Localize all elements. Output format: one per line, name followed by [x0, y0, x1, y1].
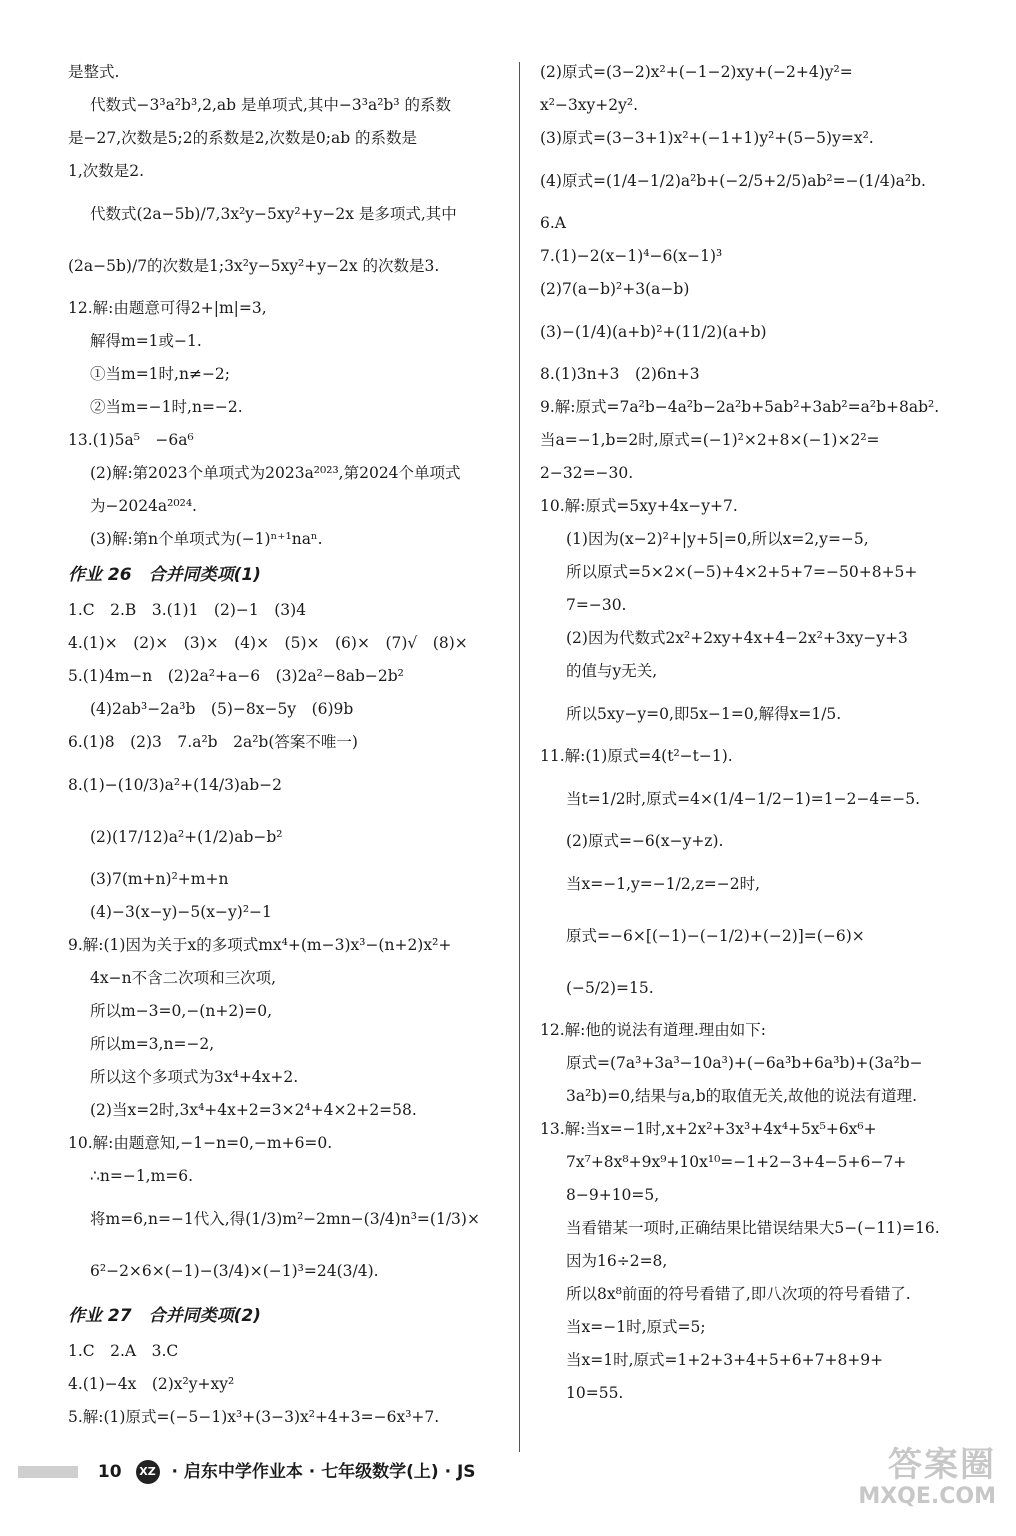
watermark: [806, 1446, 996, 1516]
text-line: 12.解:他的说法有道理.理由如下:: [540, 1021, 767, 1039]
text-line: (3)−(1/4)(a+b)²+(11/2)(a+b): [540, 323, 767, 341]
text-line: (2)原式=(3−2)x²+(−1−2)xy+(−2+4)y²=: [540, 63, 853, 81]
watermark-url: MXQE.COM: [858, 1484, 996, 1509]
text-line: (2)(17/12)a²+(1/2)ab−b²: [90, 828, 283, 846]
text-line: 2−32=−30.: [540, 464, 634, 482]
text-line: 10=55.: [566, 1384, 624, 1402]
text-line: 为−2024a²⁰²⁴.: [90, 497, 197, 515]
text-line: 5.解:(1)原式=(−5−1)x³+(3−3)x²+4+3=−6x³+7.: [68, 1408, 440, 1426]
text-line: 13.解:当x=−1时,x+2x²+3x³+4x⁴+5x⁵+6x⁶+: [540, 1120, 877, 1138]
text-line: 1.C 2.B 3.(1)1 (2)−1 (3)4: [68, 601, 307, 619]
text-line: x²−3xy+2y².: [540, 96, 639, 114]
text-line: 当x=1时,原式=1+2+3+4+5+6+7+8+9+: [566, 1351, 884, 1369]
text-line: (2)因为代数式2x²+2xy+4x+4−2x²+3xy−y+3: [566, 629, 908, 647]
text-line: 的值与y无关,: [566, 662, 658, 680]
text-line: (3)原式=(3−3+1)x²+(−1+1)y²+(5−5)y=x².: [540, 129, 874, 147]
text-line: 代数式(2a−5b)/7,3x²y−5xy²+y−2x 是多项式,其中: [90, 205, 457, 223]
text-line: (3)解:第n个单项式为(−1)ⁿ⁺¹naⁿ.: [90, 530, 323, 548]
text-line: 7=−30.: [566, 596, 627, 614]
text-line: 8.(1)−(10/3)a²+(14/3)ab−2: [68, 776, 282, 794]
text-line: 9.解:(1)因为关于x的多项式mx⁴+(m−3)x³−(n+2)x²+: [68, 936, 452, 954]
text-line: (2)7(a−b)²+3(a−b): [540, 280, 690, 298]
section-heading: 作业 27 合并同类项(2): [68, 1306, 261, 1326]
text-line: 8−9+10=5,: [566, 1186, 660, 1204]
text-line: 10.解:由题意知,−1−n=0,−m+6=0.: [68, 1134, 333, 1152]
text-line: (2)解:第2023个单项式为2023a²⁰²³,第2024个单项式: [90, 464, 461, 482]
text-line: 7x⁷+8x⁸+9x⁹+10x¹⁰=−1+2−3+4−5+6−7+: [566, 1153, 907, 1171]
text-line: 所以8x⁸前面的符号看错了,即八次项的符号看错了.: [566, 1285, 911, 1303]
text-line: 当x=−1,y=−1/2,z=−2时,: [566, 875, 761, 893]
text-line: (2)当x=2时,3x⁴+4x+2=3×2⁴+4×2+2=58.: [90, 1101, 417, 1119]
text-line: 原式=−6×[(−1)−(−1/2)+(−2)]=(−6)×: [566, 927, 865, 945]
text-line: 所以这个多项式为3x⁴+4x+2.: [90, 1068, 299, 1086]
text-line: 所以5xy−y=0,即5x−1=0,解得x=1/5.: [566, 705, 842, 723]
text-line: 原式=(7a³+3a³−10a³)+(−6a³b+6a³b)+(3a²b−: [566, 1054, 923, 1072]
text-line: 4.(1)−4x (2)x²y+xy²: [68, 1375, 235, 1393]
text-line: 10.解:原式=5xy+4x−y+7.: [540, 497, 738, 515]
text-line: (4)2ab³−2a³b (5)−8x−5y (6)9b: [90, 700, 354, 718]
watermark-logo: 答案圈: [888, 1445, 996, 1485]
footer-decoration-bar: [18, 1466, 78, 1478]
text-line: 13.(1)5a⁵ −6a⁶: [68, 431, 194, 449]
page-number: 10: [97, 1462, 122, 1482]
page-footer: [18, 1456, 578, 1488]
text-line: 11.解:(1)原式=4(t²−t−1).: [540, 747, 733, 765]
text-line: (2)原式=−6(x−y+z).: [566, 832, 724, 850]
text-line: 1,次数是2.: [68, 162, 145, 180]
text-line: 1.C 2.A 3.C: [68, 1342, 179, 1360]
section-heading: 作业 26 合并同类项(1): [68, 565, 261, 585]
publisher-badge-icon: XZ: [136, 1460, 160, 1484]
text-line: (−5/2)=15.: [566, 979, 654, 997]
text-line: 12.解:由题意可得2+|m|=3,: [68, 299, 267, 317]
text-line: 8.(1)3n+3 (2)6n+3: [540, 365, 700, 383]
right-column: [540, 56, 980, 1410]
text-line: 将m=6,n=−1代入,得(1/3)m²−2mn−(3/4)n³=(1/3)×: [90, 1210, 480, 1228]
text-line: ①当m=1时,n≠−2;: [90, 365, 231, 383]
text-line: 所以m=3,n=−2,: [90, 1035, 215, 1053]
text-line: (4)−3(x−y)−5(x−y)²−1: [90, 903, 272, 921]
text-line: 解得m=1或−1.: [90, 332, 202, 350]
text-line: 3a²b)=0,结果与a,b的取值无关,故他的说法有道理.: [566, 1087, 918, 1105]
text-line: ②当m=−1时,n=−2.: [90, 398, 243, 416]
text-line: 6.(1)8 (2)3 7.a²b 2a²b(答案不唯一): [68, 733, 358, 751]
text-line: (3)7(m+n)²+m+n: [90, 870, 229, 888]
text-line: 所以m−3=0,−(n+2)=0,: [90, 1002, 273, 1020]
text-line: ∴n=−1,m=6.: [90, 1167, 194, 1185]
column-divider: [519, 62, 520, 1452]
text-line: 5.(1)4m−n (2)2a²+a−6 (3)2a²−8ab−2b²: [68, 667, 404, 685]
text-line: 当看错某一项时,正确结果比错误结果大5−(−11)=16.: [566, 1219, 940, 1237]
text-line: 是−27,次数是5;2的系数是2,次数是0;ab 的系数是: [68, 129, 418, 147]
text-line: 6.A: [540, 214, 566, 232]
text-line: 代数式−3³a²b³,2,ab 是单项式,其中−3³a²b³ 的系数: [90, 96, 451, 114]
text-line: 4.(1)× (2)× (3)× (4)× (5)× (6)× (7)√ (8)×: [68, 634, 468, 652]
text-line: 所以原式=5×2×(−5)+4×2+5+7=−50+8+5+: [566, 563, 918, 581]
text-line: 是整式.: [68, 63, 120, 81]
text-line: (4)原式=(1/4−1/2)a²b+(−2/5+2/5)ab²=−(1/4)a²b.: [540, 172, 926, 190]
text-line: 9.解:原式=7a²b−4a²b−2a²b+5ab²+3ab²=a²b+8ab².: [540, 398, 940, 416]
text-line: (1)因为(x−2)²+|y+5|=0,所以x=2,y=−5,: [566, 530, 869, 548]
book-title: · 启东中学作业本 · 七年级数学(上) · JS: [171, 1462, 476, 1482]
left-column: [68, 56, 508, 1434]
text-line: 6²−2×6×(−1)−(3/4)×(−1)³=24(3/4).: [90, 1262, 379, 1280]
text-line: 7.(1)−2(x−1)⁴−6(x−1)³: [540, 247, 723, 265]
text-line: 4x−n不含二次项和三次项,: [90, 969, 277, 987]
text-line: 当t=1/2时,原式=4×(1/4−1/2−1)=1−2−4=−5.: [566, 790, 921, 808]
text-line: (2a−5b)/7的次数是1;3x²y−5xy²+y−2x 的次数是3.: [68, 257, 440, 275]
text-line: 当a=−1,b=2时,原式=(−1)²×2+8×(−1)×2²=: [540, 431, 880, 449]
text-line: 当x=−1时,原式=5;: [566, 1318, 706, 1336]
text-line: 因为16÷2=8,: [566, 1252, 668, 1270]
